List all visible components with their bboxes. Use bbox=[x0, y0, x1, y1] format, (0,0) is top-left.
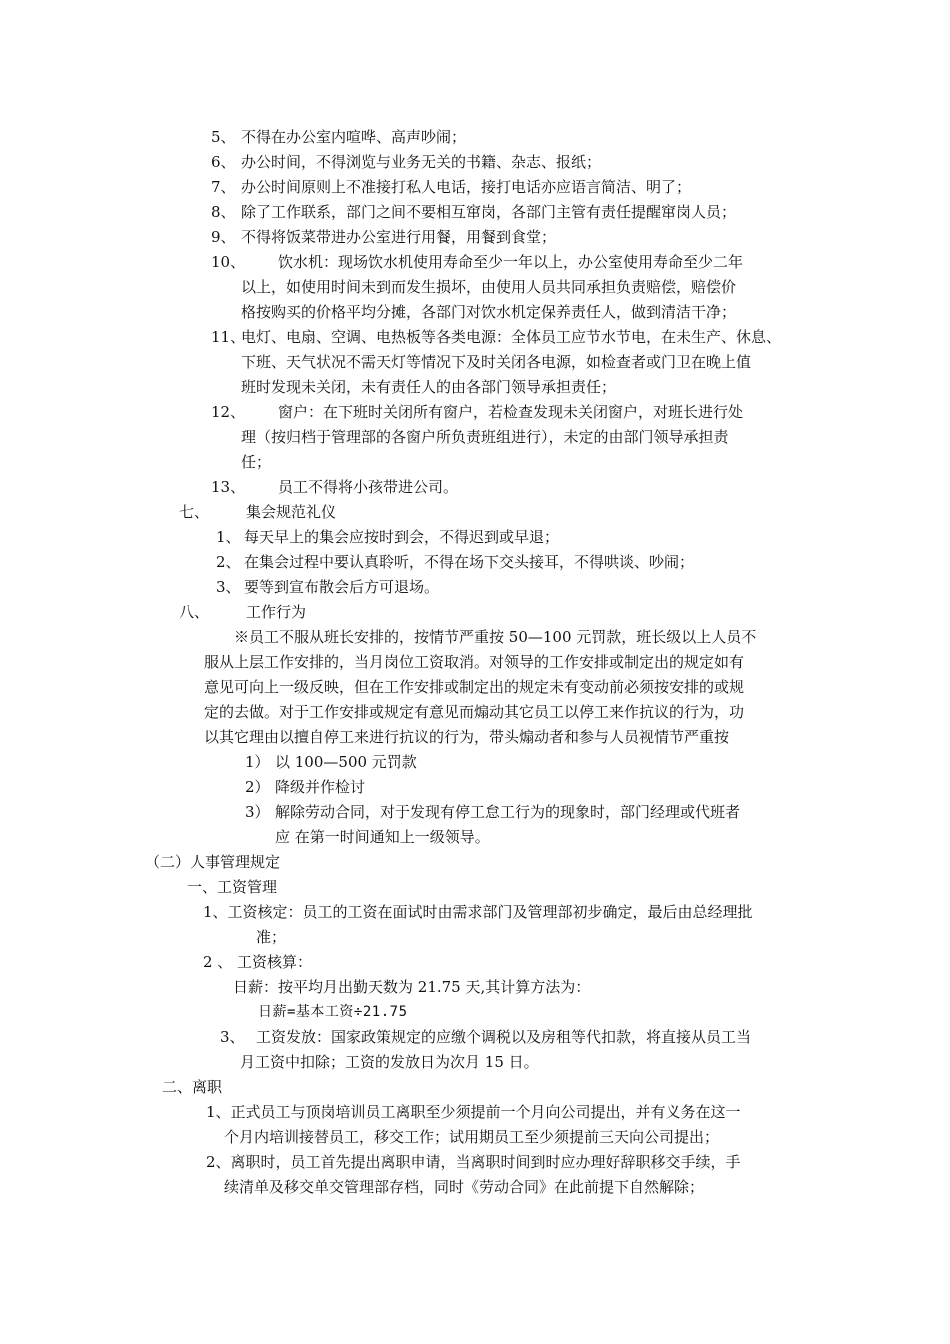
list-number: 2、 bbox=[216, 553, 241, 571]
list-number: 3、 bbox=[220, 1028, 245, 1046]
rule-text: 办公时间原则上不准接打私人电话，接打电话亦应语言简洁、明了； bbox=[241, 178, 692, 196]
rule-text: 不得将饭菜带进办公室进行用餐，用餐到食堂； bbox=[241, 228, 557, 246]
rule-text-line: 班时发现未关闭，未有责任人的由各部门领导承担责任； bbox=[241, 378, 617, 396]
wage-item-line: 工资发放：国家政策规定的应缴个调税以及房租等代扣款，将直接从员工当 bbox=[256, 1028, 752, 1046]
rule-text: 不得在办公室内喧哗、高声吵闹； bbox=[241, 128, 467, 146]
rule-number: 7、 bbox=[211, 178, 236, 196]
rule-text: 除了工作联系，部门之间不要相互窜岗，各部门主管有责任提醒窜岗人员； bbox=[241, 203, 737, 221]
list-number: 1） bbox=[245, 753, 270, 771]
rule-text: 员工不得将小孩带进公司。 bbox=[278, 478, 459, 496]
rule-number: 6、 bbox=[211, 153, 236, 171]
section-number: 八、 bbox=[179, 603, 210, 621]
rule-text-line: 饮水机：现场饮水机使用寿命至少一年以上，办公室使用寿命至少二年 bbox=[278, 253, 744, 271]
list-item: 要等到宣布散会后方可退场。 bbox=[244, 578, 440, 596]
list-item: 降级并作检讨 bbox=[275, 778, 366, 796]
subsection-title: 一、工资管理 bbox=[187, 878, 278, 896]
wage-formula: 日薪=基本工资÷21.75 bbox=[258, 1004, 408, 1020]
section-title: 工作行为 bbox=[246, 603, 307, 621]
list-number: 2） bbox=[245, 778, 270, 796]
rule-text: 办公时间，不得浏览与业务无关的书籍、杂志、报纸； bbox=[241, 153, 602, 171]
rule-number: 9、 bbox=[211, 228, 236, 246]
rule-text-line: 格按购买的价格平均分摊，各部门对饮水机定保养责任人，做到清洁干净； bbox=[241, 303, 737, 321]
list-number: 2 、 bbox=[203, 953, 233, 971]
paragraph-line: 定的去做。对于工作安排或规定有意见而煽动其它员工以停工来作抗议的行为，功 bbox=[204, 703, 745, 721]
rule-number: 5、 bbox=[211, 128, 236, 146]
rule-number: 8、 bbox=[211, 203, 236, 221]
rule-number: 10、 bbox=[211, 253, 246, 271]
list-number: 1、 bbox=[216, 528, 241, 546]
rule-text-line: 电灯、电扇、空调、电热板等各类电源：全体员工应节水节电，在未生产、休息、 bbox=[241, 328, 782, 346]
paragraph-line: 以其它理由以擅自停工来进行抗议的行为，带头煽动者和参与人员视情节严重按 bbox=[204, 728, 730, 746]
rule-number: 12、 bbox=[211, 403, 246, 421]
list-item-line: 应 在第一时间通知上一级领导。 bbox=[275, 828, 490, 846]
list-item: 在集会过程中要认真聆听，不得在场下交头接耳，不得哄谈、吵闹； bbox=[244, 553, 695, 571]
list-number: 3） bbox=[245, 803, 270, 821]
wage-item-line: 准； bbox=[256, 928, 287, 946]
rule-text-line: 以上，如使用时间未到而发生损坏，由使用人员共同承担负责赔偿，赔偿价 bbox=[241, 278, 737, 296]
rule-text-line: 下班、天气状况不需天灯等情况下及时关闭各电源，如检查者或门卫在晚上值 bbox=[241, 353, 752, 371]
wage-daily-rule: 日薪：按平均月出勤天数为 21.75 天,其计算方法为： bbox=[233, 978, 591, 996]
paragraph-line: 意见可向上一级反映，但在工作安排或制定出的规定未有变动前必须按安排的或规 bbox=[204, 678, 745, 696]
rule-number: 11、 bbox=[211, 328, 246, 346]
rule-number: 13、 bbox=[211, 478, 246, 496]
section-title: 集会规范礼仪 bbox=[246, 503, 337, 521]
paragraph-line: 服从上层工作安排的，当月岗位工资取消。对领导的工作安排或制定出的规定如有 bbox=[204, 653, 745, 671]
list-item: 每天早上的集会应按时到会，不得迟到或早退； bbox=[244, 528, 560, 546]
subsection-title: 二、离职 bbox=[162, 1078, 223, 1096]
list-item-line: 解除劳动合同，对于发现有停工怠工行为的现象时，部门经理或代班者 bbox=[275, 803, 741, 821]
wage-item-title: 工资核算： bbox=[237, 953, 313, 971]
rule-text-line: 理（按归档于管理部的各窗户所负责班组进行），未定的由部门领导承担责 bbox=[241, 428, 729, 446]
rule-text-line: 窗户：在下班时关闭所有窗户，若检查发现未关闭窗户，对班长进行处 bbox=[278, 403, 744, 421]
paragraph-line: ※员工不服从班长安排的，按情节严重按 50—100 元罚款，班长级以上人员不 bbox=[234, 628, 757, 646]
resign-item-line: 2、离职时，员工首先提出离职申请，当离职时间到时应办理好辞职移交手续，手 bbox=[206, 1153, 741, 1171]
resign-item-line: 个月内培训接替员工，移交工作；试用期员工至少须提前三天向公司提出； bbox=[224, 1128, 720, 1146]
list-item: 以 100—500 元罚款 bbox=[275, 753, 417, 771]
part-title: （二）人事管理规定 bbox=[145, 853, 281, 871]
rule-text-line: 任； bbox=[241, 453, 272, 471]
list-number: 3、 bbox=[216, 578, 241, 596]
resign-item-line: 1、正式员工与顶岗培训员工离职至少须提前一个月向公司提出，并有义务在这一 bbox=[206, 1103, 741, 1121]
wage-item-line: 1、工资核定：员工的工资在面试时由需求部门及管理部初步确定，最后由总经理批 bbox=[203, 903, 753, 921]
wage-item-line: 月工资中扣除；工资的发放日为次月 15 日。 bbox=[240, 1053, 539, 1071]
section-number: 七、 bbox=[179, 503, 210, 521]
resign-item-line: 续清单及移交单交管理部存档，同时《劳动合同》在此前提下自然解除； bbox=[224, 1178, 705, 1196]
